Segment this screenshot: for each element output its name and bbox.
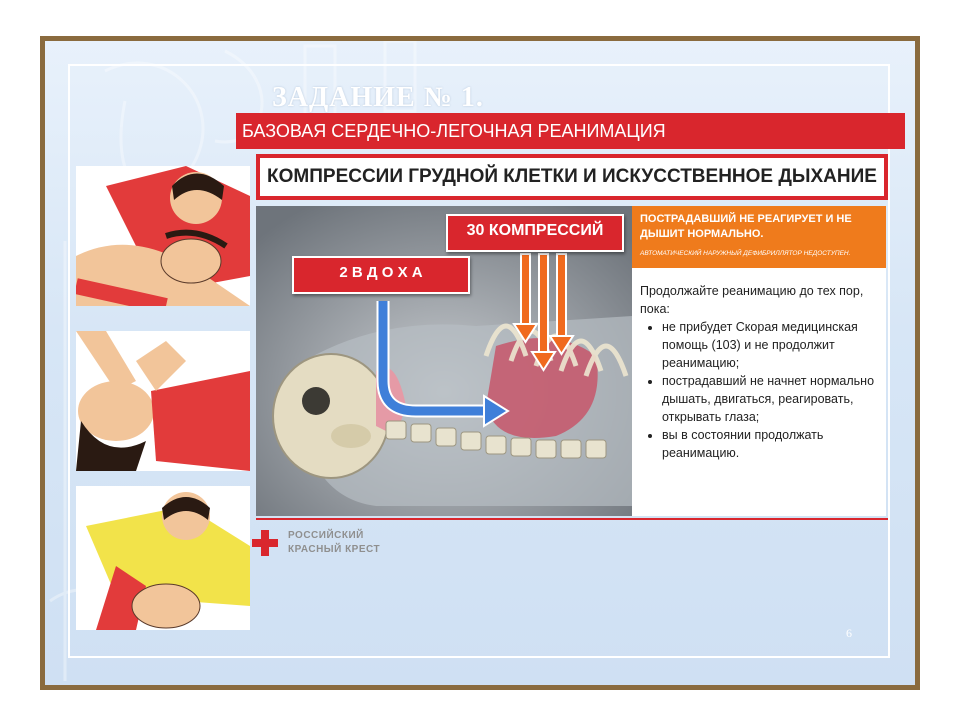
footer-divider xyxy=(256,518,888,520)
instructions-panel xyxy=(632,206,886,516)
red-cross-logo-text xyxy=(288,529,380,557)
list-item: • не прибудет Скорая медицинская помощь (103) и не продолжит реанимацию; xyxy=(662,318,884,372)
compressions-label: 30 КОМПРЕССИЙ xyxy=(446,214,624,252)
task-title: ЗАДАНИЕ № 1. xyxy=(272,82,484,113)
org-name-line2: КРАСНЫЙ КРЕСТ xyxy=(288,544,381,555)
instructions-list xyxy=(640,318,884,462)
warning-subtitle: АВТОМАТИЧЕСКИЙ НАРУЖНЫЙ ДЕФИБРИЛЛЯТОР НЕДОСТУПЕН. xyxy=(640,250,851,257)
instructions-text xyxy=(640,282,884,462)
airway-check-illustration xyxy=(76,486,250,630)
org-name-line1: РОССИЙСКИЙ xyxy=(288,530,364,541)
page-number: 6 xyxy=(846,626,852,640)
breaths-label: 2 В Д О Х А xyxy=(292,256,470,294)
instructions-intro: Продолжайте реанимацию до тех пор, пока: xyxy=(640,284,864,316)
anatomy-drawing xyxy=(256,206,632,516)
head-tilt-illustration xyxy=(76,331,250,471)
left-illustrations xyxy=(76,166,250,630)
warning-box xyxy=(632,206,886,268)
red-cross-icon xyxy=(252,530,278,556)
anatomy-image xyxy=(256,206,632,516)
rescue-breathing-illustration xyxy=(76,166,250,306)
warning-title: ПОСТРАДАВШИЙ НЕ РЕАГИРУЕТ И НЕ ДЫШИТ НОРМАЛЬНО. xyxy=(640,213,852,240)
section-title-box xyxy=(256,154,888,200)
section-title: КОМПРЕССИИ ГРУДНОЙ КЛЕТКИ И ИСКУССТВЕННОЕ ДЫХАНИЕ xyxy=(260,158,884,196)
list-item: • вы в состоянии продолжать реанимацию. xyxy=(662,426,884,462)
banner-title: БАЗОВАЯ СЕРДЕЧНО-ЛЕГОЧНАЯ РЕАНИМАЦИЯ xyxy=(236,113,905,149)
list-item: • пострадавший не начнет нормально дышать, двигаться, реагировать, открывать глаза; xyxy=(662,372,884,426)
